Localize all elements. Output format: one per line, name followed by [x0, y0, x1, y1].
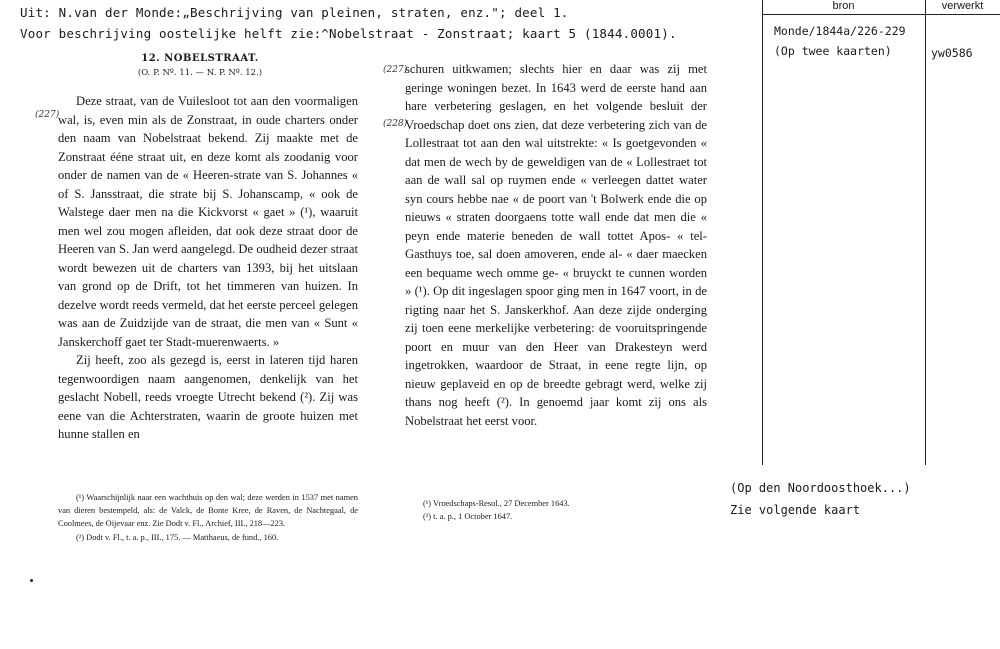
- source-note: (Op twee kaarten): [774, 44, 892, 58]
- processed-id: yw0586: [931, 46, 973, 60]
- margin-page-number: (228): [383, 119, 408, 129]
- footnote: (¹) Waarschijnlijk naar een wachthuis op den wal; deze werden in 1537 met namen van dieren bestempeld, als: de Valck, de Bonte Kree, de Raven, de Nachtegaal, de Coolmees, de Oijevaar enz. Zie Dodt v. Fl., Archief, III., 218—223.: [58, 493, 358, 529]
- paragraph: Zij heeft, zoo als gezegd is, eerst in lateren tijd haren tegenwoordigen naam aangenomen, denkelijk van het geslacht Nobell, reeds vroegte Utrecht bekend (²). Zij was eene van die Achterstraten, waarin de groote huizen met hunne stallen en: [58, 353, 358, 441]
- paragraph: schuren uitkwamen; slechts hier en daar was zij met geringe woningen bezet. In 1643 werd de eerste hand aan hare verbetering geslagen, en het volgende besluit der Vroedschap doet ons zien, dat deze verbetering zich van de Lollestraat tot aan den wal uitstrekte: « Is goetgevonden « dat men de wech by de geweldigen van de « Lollestraet tot aan de wall sal op ruymen ende « verleegen dattet water syn cours hebbe nae « de poort van 't Bolwerk ende die op nieuws « straten doorgaens totte wall ende dat men die « peyn ende materie beneden de wall tottet Apos- « tel-Gasthuys toe, sal doen amoveren, ende al- « daer maecken een bequame wech omme ge- « bruyckt te cunnen worden » (¹). Op dit ingeslagen spoor ging men in 1647 voort, in de rigting naar het S. Janskerkhof. Aan deze zijde onderging zij toen eene merkelijke verbetering: de vooruitspringende poort en muur van den Heer van Drakesteyn werd ingetrokken, waardoor de Straat, in eene regte lijn, op nieuw geplaveid en op de breedte gebragt werd, welke zij thans nog heeft (²). In genoemd jaar komt zij ons als Nobelstraat het eerst voor.: [405, 62, 707, 428]
- footnote: (²) t. a. p., 1 October 1647.: [423, 512, 513, 522]
- section-title: 12. NOBELSTRAAT.: [141, 53, 259, 64]
- right-text-column: [405, 60, 707, 430]
- column-header-bron: bron: [832, 0, 855, 12]
- table-column-divider: [925, 0, 926, 465]
- scan-speck: [30, 579, 33, 582]
- source-reference: Monde/1844a/226-229: [774, 24, 906, 38]
- margin-page-number: (227): [35, 110, 60, 120]
- corner-note: (Op den Noordoosthoek...): [730, 481, 911, 495]
- footnote: (²) Dodt v. Fl., t. a. p., III., 175. — Matthaeus, de fund., 160.: [76, 532, 279, 542]
- column-header-verwerkt: verwerkt: [941, 0, 984, 12]
- section-subtitle: (O. P. Nº. 11. — N. P. Nº. 12.): [137, 68, 263, 78]
- table-border-left: [762, 0, 763, 465]
- left-footnotes: [58, 491, 358, 544]
- right-footnotes: [405, 497, 707, 523]
- table-header-rule: [762, 14, 1000, 15]
- next-card-note: Zie volgende kaart: [730, 503, 861, 517]
- paragraph: Deze straat, van de Vuilesloot tot aan den voormaligen wal, is, even min als de Zonstraat, in oude charters onder den naam van Nobelstraat bekend. Zij maakte met de Zonstraat ééne straat uit, en deze komt als zoodanig voor onder de namen van de « Heeren-strate van S. Johannes « of S. Jansstraat, die strate bij S. Johanscamp, « ook de Walstege daer men na die Kickvorst « gaet » (¹), waaruit men wel zou mogen afleiden, dat ook deze straat door de Heeren van S. Jan werd aangelegd. De oudheid dezer straat wordt bewezen uit de charters van 1393, bij het uitslaan van grond op de Drift, tot het timmeren van huizen. In dezelve wordt reeds vermeld, dat het eerste perceel gelegen was aan de Zuidzijde van de straat, die men van « Sunt « Janskerchoff gaet ter Stadt-muerenwaerts. »: [58, 94, 358, 349]
- reference-header: Voor beschrijving oostelijke helft zie:^Nobelstraat - Zonstraat; kaart 5 (1844.0001).: [20, 26, 677, 41]
- footnote: (¹) Vroedschaps-Resol., 27 December 1643.: [423, 499, 570, 508]
- left-text-column: [58, 92, 358, 444]
- source-header: Uit: N.van der Monde:„Beschrijving van pleinen, straten, enz."; deel 1.: [20, 5, 569, 20]
- margin-page-number: (227): [383, 65, 408, 75]
- catalogue-table: [762, 0, 1000, 649]
